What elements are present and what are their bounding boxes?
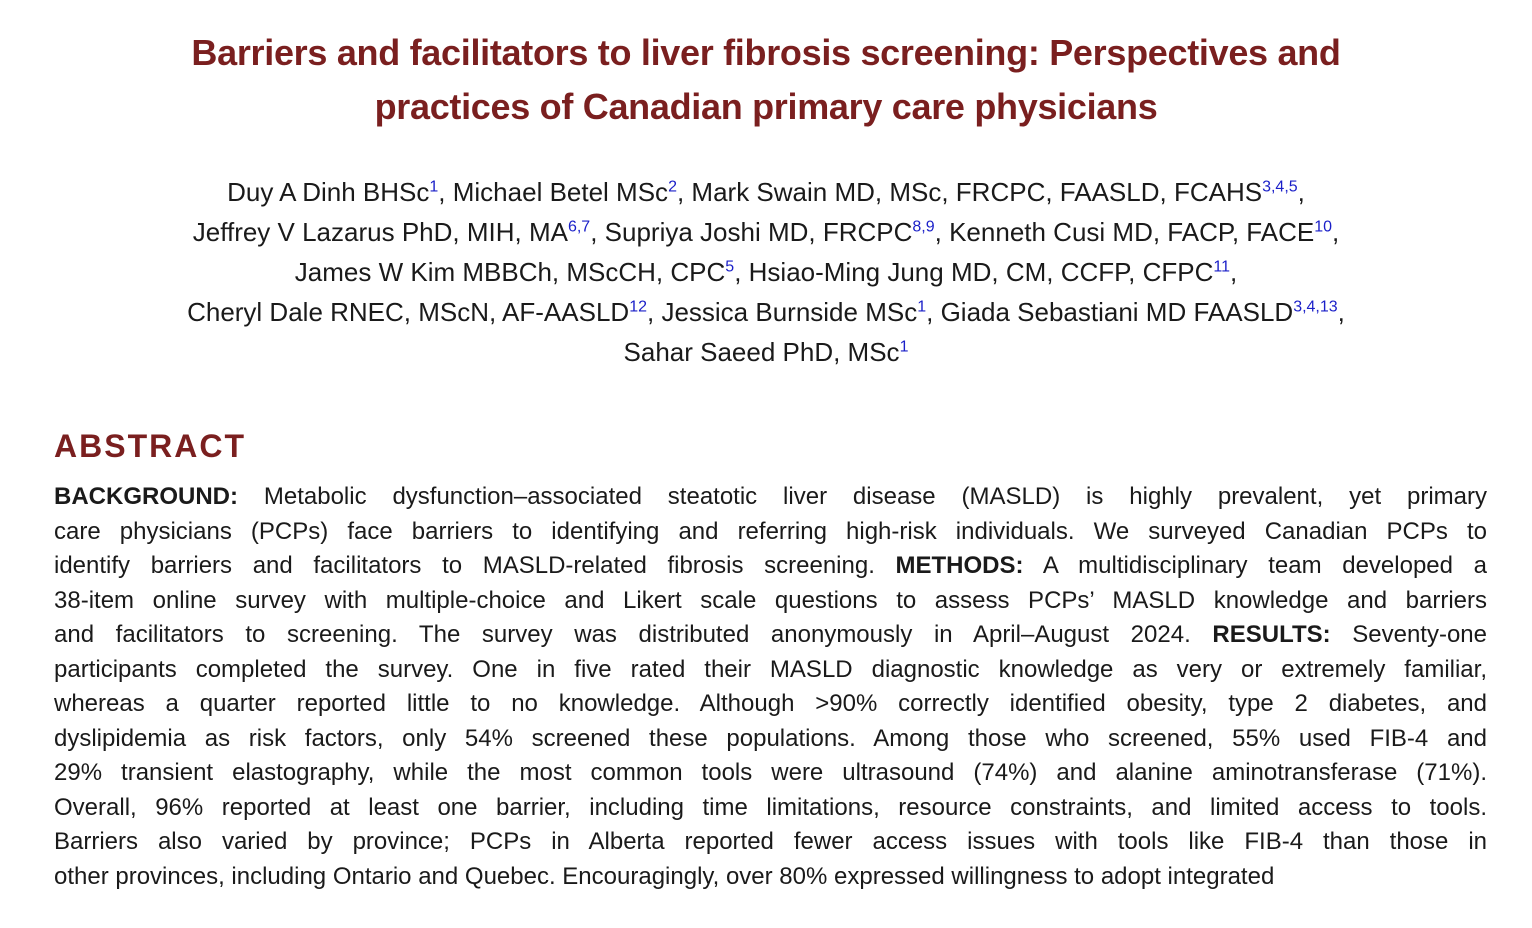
- abstract-line: 38-item online survey with multiple-choice and Likert scale questions to assess PCPs’ MASLD knowledge and barriers: [54, 586, 1487, 614]
- abstract-body: [54, 480, 1487, 900]
- affiliation-ref[interactable]: 8,9: [912, 218, 935, 236]
- author-name: Sahar Saeed PhD, MSc: [623, 337, 900, 367]
- affiliation-ref[interactable]: 1: [899, 338, 909, 356]
- author-separator: ,: [1297, 177, 1305, 207]
- abstract-line: [54, 549, 1487, 584]
- author-name: Hsiao-Ming Jung MD, CM, CCFP, CFPC: [748, 257, 1214, 287]
- abstract-text: and facilitators to screening. The survey was distributed anonymously in April–August 2024.: [54, 621, 1191, 648]
- abstract-line: [54, 480, 1487, 515]
- author-separator: ,: [1229, 257, 1238, 287]
- author-line: [40, 172, 1492, 212]
- abstract-line: Overall, 96% reported at least one barrier, including time limitations, resource constraints, and limited access to tools.: [54, 793, 1487, 821]
- affiliation-ref[interactable]: 5: [725, 258, 735, 276]
- author-name: Kenneth Cusi MD, FACP, FACE: [949, 217, 1315, 247]
- abstract-line: dyslipidemia as risk factors, only 54% screened these populations. Among those who screened, 55% used FIB-4 and: [54, 724, 1487, 752]
- author-separator: ,: [590, 217, 605, 247]
- affiliation-ref[interactable]: 3,4,13: [1293, 298, 1338, 316]
- title-line-2: practices of Canadian primary care physicians: [374, 86, 1158, 127]
- affiliation-ref[interactable]: 12: [629, 298, 647, 316]
- author-list: [40, 172, 1492, 372]
- author-line: [40, 292, 1492, 332]
- author-name: Jessica Burnside MSc: [661, 297, 918, 327]
- author-name: Michael Betel MSc: [452, 177, 669, 207]
- affiliation-ref[interactable]: 11: [1213, 258, 1230, 276]
- author-name: Supriya Joshi MD, FRCPC: [604, 217, 913, 247]
- abstract-line: Barriers also varied by province; PCPs in Alberta reported fewer access issues with tools like FIB-4 than those in: [54, 828, 1487, 855]
- abstract-line: participants completed the survey. One in five rated their MASLD diagnostic knowledge as very or extremely familiar,: [54, 655, 1487, 683]
- author-separator: ,: [1337, 297, 1345, 327]
- results-label: RESULTS:: [1212, 621, 1331, 648]
- paper-title: [40, 26, 1492, 134]
- methods-label: METHODS:: [895, 552, 1024, 579]
- author-line: [40, 332, 1492, 372]
- abstract-line: whereas a quarter reported little to no knowledge. Although >90% correctly identified obesity, type 2 diabetes, and: [54, 690, 1487, 717]
- author-line: [40, 252, 1492, 292]
- title-line-1: Barriers and facilitators to liver fibrosis screening: Perspectives and: [191, 32, 1341, 73]
- affiliation-ref[interactable]: 1: [429, 178, 439, 196]
- author-line: [40, 212, 1492, 252]
- affiliation-ref[interactable]: 1: [917, 298, 927, 316]
- abstract-line: other provinces, including Ontario and Quebec. Encouragingly, over 80% expressed willingness to adopt integrated: [54, 862, 1275, 890]
- author-separator: ,: [934, 217, 950, 247]
- abstract-line: care physicians (PCPs) face barriers to identifying and referring high-risk individuals. We surveyed Canadian PCPs to: [54, 517, 1487, 545]
- abstract-text: Seventy-one: [1352, 621, 1487, 648]
- abstract-text: identify barriers and facilitators to MASLD-related fibrosis screening.: [54, 552, 875, 579]
- abstract-line: [54, 618, 1487, 653]
- author-separator: ,: [734, 257, 749, 287]
- author-separator: ,: [926, 297, 941, 327]
- abstract-heading: ABSTRACT: [54, 428, 246, 464]
- abstract-line: 29% transient elastography, while the most common tools were ultrasound (74%) and alanine aminotransferase (71%).: [54, 759, 1487, 786]
- author-name: Giada Sebastiani MD FAASLD: [940, 297, 1294, 327]
- affiliation-ref[interactable]: 10: [1314, 218, 1333, 236]
- abstract-text: Metabolic dysfunction–associated steatotic liver disease (MASLD) is highly prevalent, yet primary: [263, 483, 1487, 510]
- background-label: BACKGROUND:: [54, 483, 238, 510]
- author-separator: ,: [676, 177, 692, 207]
- author-separator: ,: [646, 297, 662, 327]
- author-name: Mark Swain MD, MSc, FRCPC, FAASLD, FCAHS: [691, 177, 1263, 207]
- author-separator: ,: [438, 177, 453, 207]
- author-separator: ,: [1332, 217, 1340, 247]
- author-name: Cheryl Dale RNEC, MScN, AF-AASLD: [187, 297, 630, 327]
- author-name: Jeffrey V Lazarus PhD, MIH, MA: [192, 217, 568, 247]
- affiliation-ref[interactable]: 2: [668, 178, 677, 196]
- affiliation-ref[interactable]: 6,7: [567, 218, 591, 236]
- abstract-text: A multidisciplinary team developed a: [1042, 552, 1487, 579]
- affiliation-ref[interactable]: 3,4,5: [1262, 178, 1298, 196]
- author-name: Duy A Dinh BHSc: [227, 177, 430, 207]
- author-name: James W Kim MBBCh, MScCH, CPC: [294, 257, 726, 287]
